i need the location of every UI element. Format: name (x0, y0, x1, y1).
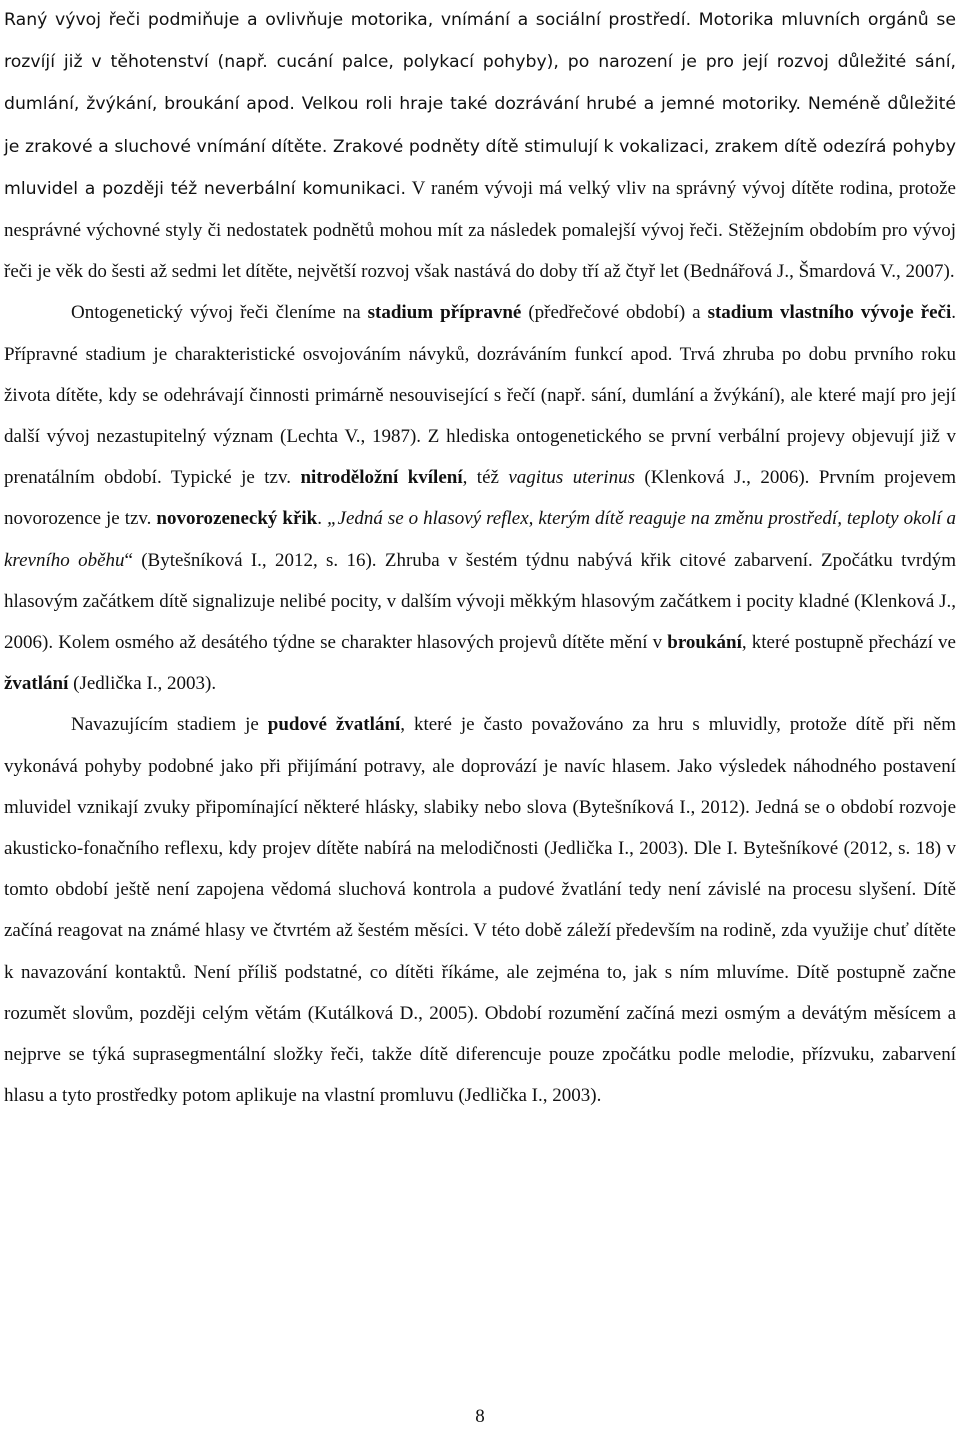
term-nitrodelozni-kvileni: nitroděložní kvílení (300, 467, 463, 489)
paragraph-1 (4, 0, 956, 292)
paragraph-2-text: (předřečové období) a (521, 302, 708, 324)
paragraph-2-text: , též (462, 467, 509, 489)
document-page (4, 0, 956, 1116)
paragraph-2-text: , které postupně přechází ve (741, 632, 956, 654)
paragraph-2-text: (Jedlička I., 2003). (68, 673, 217, 695)
term-vagitus-uterinus: vagitus uterinus (508, 467, 635, 489)
term-novorozenecky-krik: novorozenecký křik (156, 508, 318, 530)
paragraph-3-text: , které je často považováno za hru s mluvidly, protože dítě při něm vykonává pohyby podobné jako při přijímání potravy, ale doprovází je navíc hlasem. Jako výsledek náhodného postavení mluvidel vznikají zvuky připomínající některé hlásky, slabiky nebo slova (Bytešníková I., 2012). Jedná se o období rozvoje akusticko-fonačního reflexu, kdy projev dítěte nabírá na melodičnosti (Jedlička I., 2003). Dle I. Bytešníkové (2012, s. 18) v tomto období ještě není zapojena vědomá sluchová kontrola a pudové žvatlání tedy není závislé na procesu slyšení. Dítě začíná reagovat na známé hlasy ve čtvrtém až šestém měsíci. V této době záleží především na rodině, zda využije chuť dítěte k navazování kontaktů. Není příliš podstatné, co dítěti říkáme, ale zejména to, jak s ním mluvíme. Dítě postupně začne rozumět slovům, později celým větám (Kutálková D., 2005). Období rozumění začíná mezi osmým a devátým měsícem a nejprve se týká suprasegmentální složky řeči, takže dítě diferencuje pouze zpočátku podle melodie, přízvuku, zabarvení hlasu a tyto prostředky potom aplikuje na vlastní promluvu (Jedlička I., 2003). (4, 714, 956, 1107)
paragraph-3-text: Navazujícím stadiem je (71, 714, 268, 736)
paragraph-2 (4, 292, 956, 704)
paragraph-2-text: “ (Bytešníková I., 2012, s. 16). Zhruba v šestém týdnu nabývá křik citové zabarvení. Zpočátku tvrdým hlasovým začátkem dítě signalizuje nelibé pocity, v dalším vývoji měkkým hlasovým začátkem i pocity kladné (Klenková J., 2006). Kolem osmého až desátého týdne se charakter hlasových projevů dítěte mění v (4, 549, 956, 654)
term-zvatlani: žvatlání (4, 673, 69, 695)
page-number: 8 (475, 1406, 485, 1427)
paragraph-2-text: Ontogenetický vývoj řeči členíme na (71, 302, 368, 324)
term-stadium-vlastniho-vyvoje: stadium vlastního vývoje řeči (707, 302, 952, 324)
paragraph-2-text: (Klenková J., 2006). Prvním projevem novorozence je tzv. (4, 467, 956, 530)
paragraph-1-text-a: Raný vývoj řeči podmiňuje a ovlivňuje motorika, vnímání a sociální prostředí. Motorika mluvních orgánů se rozvíjí již v těhotenství (např. cucání palce, polykací pohyby), po narození je pro její rozvoj důležité sání, dumlání, žvýkání, broukání apod. Velkou roli hraje také dozrávání hrubé a jemné motoriky. Neméně důležité je zrakové a sluchové vnímání dítěte. Zrakové podněty dítě stimulují k vokalizaci, zrakem dítě odezírá pohyby mluvidel a později též neverbální komunikaci. (4, 10, 956, 199)
paragraph-2-text: . (317, 508, 327, 530)
paragraph-3 (4, 704, 956, 1116)
paragraph-2-text: . Přípravné stadium je charakteristické osvojováním návyků, dozráváním funkcí apod. Trvá zhruba po dobu prvního roku života dítěte, kdy se odehrávají činnosti primárně nesouvisející s řečí (např. sání, dumlání a žvýkání), ale které mají pro její další vývoj nezastupitelný význam (Lechta V., 1987). Z hlediska ontogenetického se první verbální projevy objevují již v prenatálním období. Typické je tzv. (4, 302, 956, 489)
paragraph-1-text-b: V raném vývoji má velký vliv na správný vývoj dítěte rodina, protože nesprávné výchovné styly či nedostatek podnětů mohou mít za následek pomalejší vývoj řeči. Stěžejním obdobím pro vývoj řeči je věk do šesti až sedmi let dítěte, největší rozvoj však nastává do doby tří až čtyř let (Bednářová J., Šmardová V., 2007). (4, 177, 956, 283)
term-pudove-zvatlani: pudové žvatlání (267, 714, 401, 736)
quotation: „Jedná se o hlasový reflex, kterým dítě reaguje na změnu prostředí, teploty okolí a krevního oběhu (4, 508, 957, 571)
term-stadium-pripravne: stadium přípravné (367, 302, 522, 324)
term-broukani: broukání (667, 632, 742, 654)
